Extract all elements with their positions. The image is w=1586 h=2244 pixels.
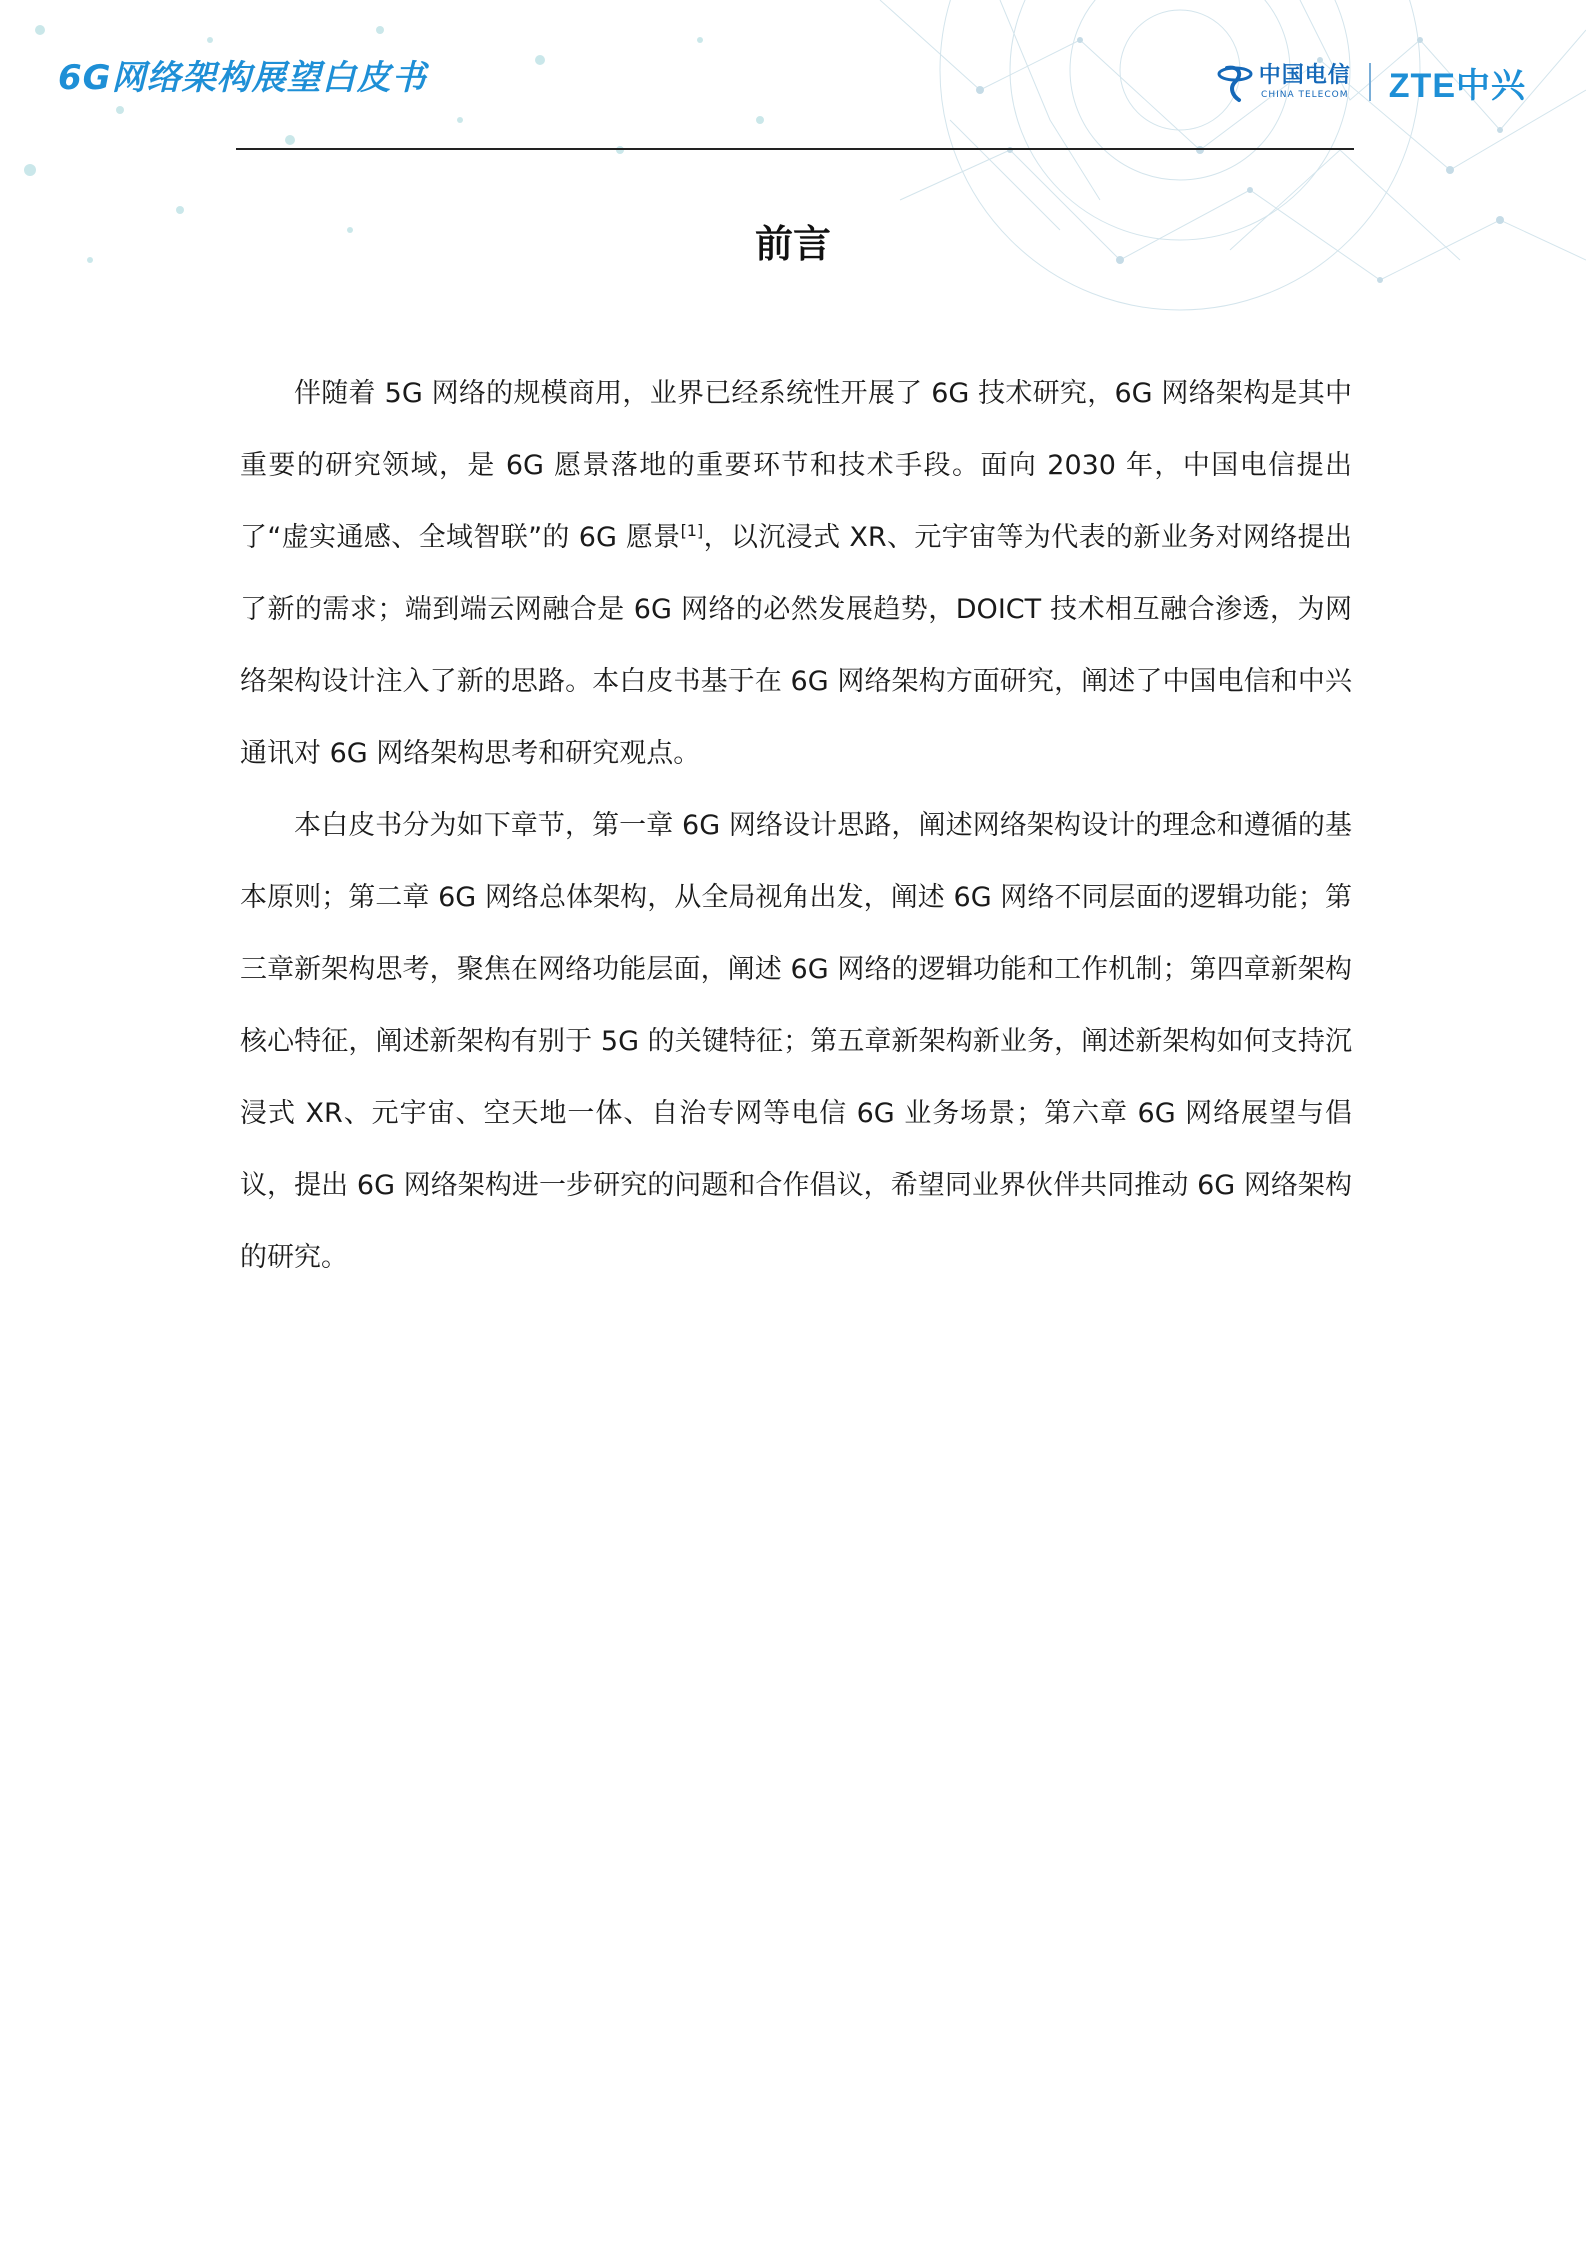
header-rule <box>236 148 1354 150</box>
body-text <box>240 358 1352 1294</box>
telecom-logo-en: CHINA TELECOM <box>1261 90 1349 100</box>
logo-group <box>1217 56 1526 108</box>
logo-divider <box>1369 63 1371 101</box>
zte-logo: ZTE中兴 <box>1388 66 1526 105</box>
document-title: 6G网络架构展望白皮书 <box>58 58 427 98</box>
reference-marker: [1] <box>680 521 704 540</box>
network-background-art <box>0 0 1586 320</box>
paragraph-2: 本白皮书分为如下章节，第一章 6G 网络设计思路，阐述网络架构设计的理念和遵循的基本原则；第二章 6G 网络总体架构，从全局视角出发，阐述 6G 网络不同层面的逻辑功能；第三章新架构思考，聚焦在网络功能层面，阐述 6G 网络的逻辑功能和工作机制；第四章新架构核心特征，阐述新架构有别于 5G 的关键特征；第五章新架构新业务，阐述新架构如何支持沉浸式 XR、元宇宙、空天地一体、自治专网等电信 6G 业务场景；第六章 6G 网络展望与倡议，提出 6G 网络架构进一步研究的问题和合作倡议，希望同业界伙伴共同推动 6G 网络架构的研究。 <box>240 810 1352 1273</box>
paragraph-1-after-ref: ，以沉浸式 XR、元宇宙等为代表的新业务对网络提出了新的需求；端到端云网融合是 6G 网络的必然发展趋势，DOICT 技术相互融合渗透，为网络架构设计注入了新的思路。本白皮书基于在 6G 网络架构方面研究，阐述了中国电信和中兴通讯对 6G 网络架构思考和研究观点。 <box>240 522 1352 769</box>
paragraph-1 <box>240 358 1352 790</box>
telecom-logo-cn: 中国电信 <box>1258 63 1351 88</box>
paragraph-1-before-ref: 伴随着 5G 网络的规模商用，业界已经系统性开展了 6G 技术研究，6G 网络架构是其中重要的研究领域，是 6G 愿景落地的重要环节和技术手段。面向 2030 年，中国电信提出了“虚实通感、全域智联”的 6G 愿景 <box>240 378 1352 553</box>
china-telecom-logo <box>1217 60 1351 104</box>
china-telecom-logo-icon <box>1217 60 1253 104</box>
page-title: 前言 <box>754 222 831 266</box>
